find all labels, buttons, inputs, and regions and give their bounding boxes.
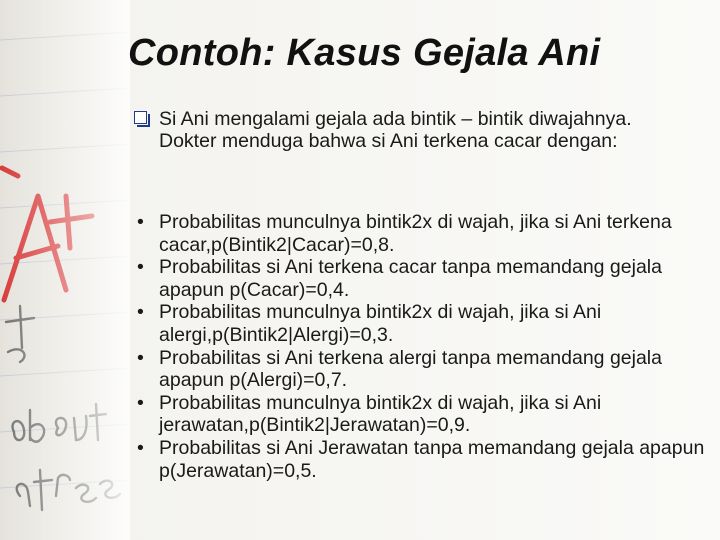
slide-title: Contoh: Kasus Gejala Ani <box>128 32 601 74</box>
checkbox-bullet-icon <box>134 111 147 124</box>
list-item: • Probabilitas munculnya bintik2x di wajah, jika si Ani alergi,p(Bintik2|Alergi)=0,3. <box>130 301 715 346</box>
intro-paragraph <box>130 108 690 152</box>
list-item: • Probabilitas munculnya bintik2x di wajah, jika si Ani terkena cacar,p(Bintik2|Cacar)=0,8. <box>130 211 715 256</box>
list-item: • Probabilitas munculnya bintik2x di wajah, jika si Ani jerawatan,p(Bintik2|Jerawatan)=0,9. <box>130 392 715 437</box>
list-item: • Probabilitas si Ani Jerawatan tanpa memandang gejala apapun p(Jerawatan)=0,5. <box>130 437 715 482</box>
list-item: • Probabilitas si Ani terkena cacar tanpa memandang gejala apapun p(Cacar)=0,4. <box>130 256 715 301</box>
probability-list <box>130 211 715 482</box>
intro-text: Si Ani mengalami gejala ada bintik – bintik diwajahnya. Dokter menduga bahwa si Ani terkena cacar dengan: <box>159 108 632 152</box>
list-item: • Probabilitas si Ani terkena alergi tanpa memandang gejala apapun p(Alergi)=0,7. <box>130 347 715 392</box>
